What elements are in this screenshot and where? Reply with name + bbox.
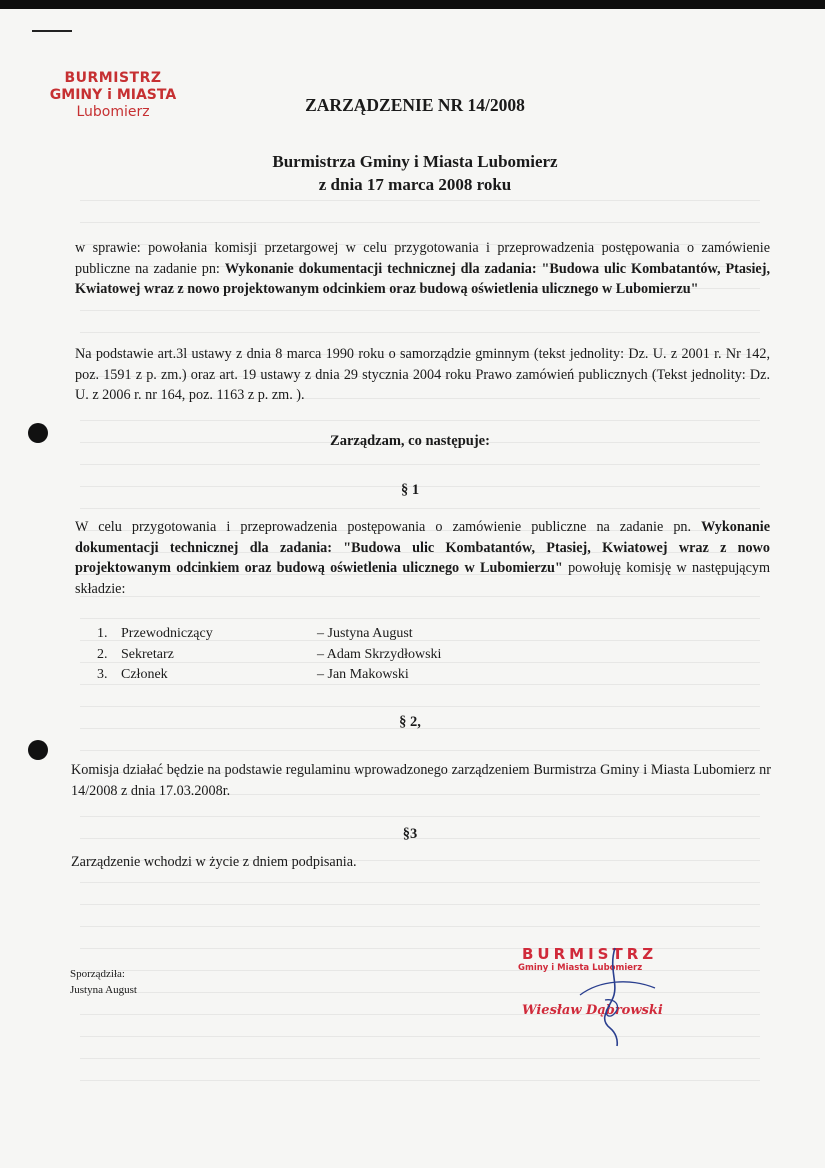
section-3-heading: §3 bbox=[402, 826, 418, 842]
punch-hole-upper bbox=[28, 423, 48, 443]
decree-heading: Zarządzam, co następuje: bbox=[330, 433, 490, 449]
member-name: – Justyna August bbox=[317, 626, 413, 641]
document-title: ZARZĄDZENIE NR 14/2008 bbox=[305, 95, 525, 115]
section-3-paragraph: Zarządzenie wchodzi w życie z dniem podpisania. bbox=[71, 854, 357, 870]
subject-prefix: w sprawie: powołania komisji przetargowej w celu przygotowania i przeprowadzenia postępowania o zamówienie publiczne na zadanie pn: bbox=[75, 240, 770, 277]
section-1-suffix: powołuję komisję w następującym składzie: bbox=[75, 560, 770, 597]
member-number: 3. bbox=[97, 667, 108, 682]
section-2-paragraph: Komisja działać będzie na podstawie regulaminu wprowadzonego zarządzeniem Burmistrza Gminy i Miasta Lubomierz nr 14/2008 z dnia 17.03.2008r. bbox=[71, 762, 771, 799]
prepared-by-name: Justyna August bbox=[70, 984, 137, 996]
member-number: 2. bbox=[97, 646, 108, 662]
member-number: 1. bbox=[97, 626, 108, 641]
subject-paragraph bbox=[75, 238, 770, 300]
signature-stamp-name: Wiesław Dąbrowski bbox=[522, 1003, 663, 1018]
prepared-by bbox=[70, 966, 137, 998]
issuer-line: Burmistrza Gminy i Miasta Lubomierz bbox=[272, 152, 558, 171]
member-name: – Jan Makowski bbox=[317, 667, 409, 682]
section-1-task-name: Wykonanie dokumentacji technicznej dla zadania: "Budowa ulic Kombatantów, Ptasiej, Kwiatowej wraz z nowo projektowanym odcinkiem oraz budową oświetlenia ulicznego w Lubomierzu" bbox=[75, 519, 770, 576]
member-role: Członek bbox=[121, 667, 168, 682]
prepared-by-label: Sporządziła: bbox=[70, 968, 125, 980]
subject-task-name: Wykonanie dokumentacji technicznej dla zadania: "Budowa ulic Kombatantów, Ptasiej, Kwiatowej wraz z nowo projektowanym odcinkiem oraz budową oświetlenia ulicznego w Lubomierzu" bbox=[75, 260, 770, 297]
section-2-heading: § 2, bbox=[399, 714, 421, 730]
member-role: Przewodniczący bbox=[121, 626, 213, 641]
punch-hole-lower bbox=[28, 740, 48, 760]
document-issuer bbox=[190, 150, 640, 196]
stamp-line-title: BURMISTRZ bbox=[64, 70, 162, 86]
handwritten-signature bbox=[560, 940, 670, 1050]
member-name: – Adam Skrzydłowski bbox=[317, 646, 442, 662]
member-role: Sekretarz bbox=[121, 646, 174, 662]
scan-top-edge bbox=[0, 0, 825, 9]
stamp-line-town: Lubomierz bbox=[76, 104, 150, 120]
scan-mark bbox=[32, 30, 72, 32]
legal-basis-paragraph: Na podstawie art.3l ustawy z dnia 8 marca 1990 roku o samorządzie gminnym (tekst jednolity: Dz. U. z 2001 r. Nr 142, poz. 1591 z p. zm.) oraz art. 19 ustawy z dnia 29 stycznia 2004 roku Prawo zamówień publicznych (Tekst jednolity: Dz. U. z 2006 r. nr 164, poz. 1163 z p. zm. ). bbox=[75, 346, 770, 403]
signature-stamp-title: BURMISTRZ bbox=[522, 945, 658, 963]
signature-stamp-office: Gminy i Miasta Lubomierz bbox=[518, 963, 643, 973]
section-1-prefix: W celu przygotowania i przeprowadzenia postępowania o zamówienie publiczne na zadanie pn. bbox=[75, 519, 702, 535]
mayor-stamp bbox=[28, 70, 198, 121]
section-1-heading: § 1 bbox=[400, 482, 420, 498]
issue-date: z dnia 17 marca 2008 roku bbox=[318, 175, 512, 194]
stamp-line-office: GMINY i MIASTA bbox=[49, 87, 177, 103]
section-1-paragraph bbox=[75, 517, 770, 599]
